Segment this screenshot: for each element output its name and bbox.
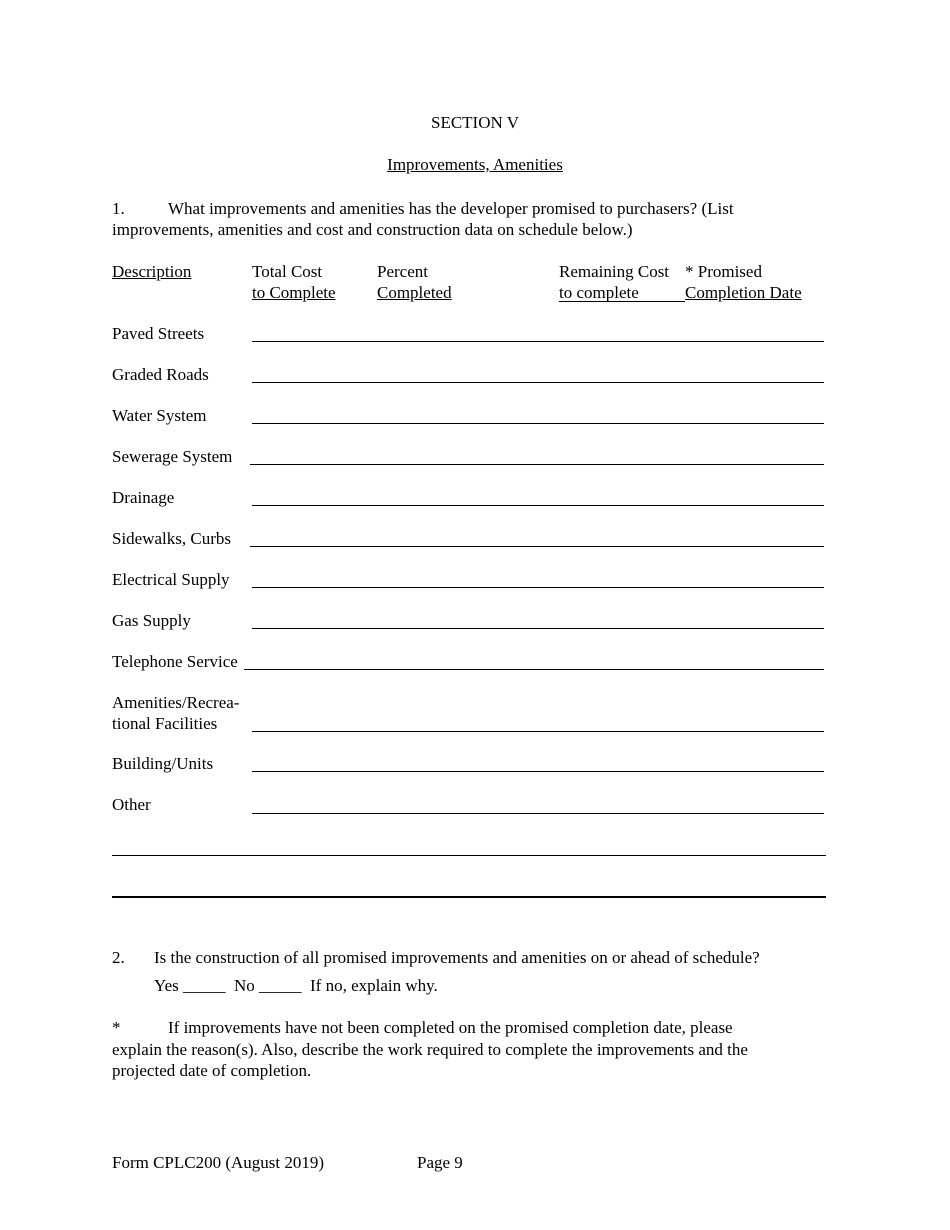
header-remaining-1: Remaining Cost (559, 262, 670, 281)
header-remaining-2-text: to complete (559, 283, 639, 302)
question2-number: 2. (112, 948, 125, 967)
header-percent-1: Percent (377, 262, 428, 281)
row-label-amenities-2: tional Facilities (112, 714, 218, 733)
row-label-paved-streets: Paved Streets (112, 324, 205, 343)
section-title: SECTION V (431, 113, 519, 132)
row-line-amenities[interactable] (252, 731, 824, 732)
question1-number: 1. (112, 199, 125, 218)
question2-text: Is the construction of all promised improvements and amenities on or ahead of schedule? (154, 948, 760, 967)
footnote-line2: explain the reason(s). Also, describe the work required to complete the improvements and the (112, 1040, 748, 1059)
row-label-other: Other (112, 795, 151, 814)
row-label-water-system: Water System (112, 406, 207, 425)
row-line-telephone-service[interactable] (244, 669, 824, 670)
row-line-gas-supply[interactable] (252, 628, 824, 629)
row-label-telephone-service: Telephone Service (112, 652, 238, 671)
footnote-line3: projected date of completion. (112, 1061, 312, 1080)
section-subtitle (0, 154, 950, 175)
row-line-other[interactable] (252, 813, 824, 814)
header-remaining-2 (559, 282, 685, 302)
blank-line-1[interactable] (112, 855, 826, 856)
row-label-amenities-1: Amenities/Recrea- (112, 693, 240, 712)
row-line-graded-roads[interactable] (252, 382, 824, 383)
header-percent-2: Completed (377, 283, 452, 302)
footer-page: Page 9 (417, 1153, 463, 1172)
header-promised-2: Completion Date (685, 283, 802, 302)
row-line-electrical-supply[interactable] (252, 587, 824, 588)
question1-line1: What improvements and amenities has the developer promised to purchasers? (List (168, 199, 734, 218)
row-line-drainage[interactable] (252, 505, 824, 506)
footnote-line1: If improvements have not been completed on the promised completion date, please (168, 1018, 733, 1037)
row-label-sidewalks-curbs: Sidewalks, Curbs (112, 529, 231, 548)
row-label-gas-supply: Gas Supply (112, 611, 191, 630)
row-label-drainage: Drainage (112, 488, 175, 507)
row-label-graded-roads: Graded Roads (112, 365, 209, 384)
header-promised-1: * Promised (685, 262, 762, 281)
question2-answer-line[interactable]: Yes _____ No _____ If no, explain why. (154, 976, 438, 995)
header-description: Description (112, 262, 192, 281)
row-line-sewerage-system[interactable] (250, 464, 824, 465)
row-line-sidewalks-curbs[interactable] (250, 546, 824, 547)
header-total-cost-1: Total Cost (252, 262, 323, 281)
header-total-cost-2: to Complete (252, 283, 336, 302)
footer-form: Form CPLC200 (August 2019) (112, 1153, 325, 1172)
question1-line2: improvements, amenities and cost and construction data on schedule below.) (112, 220, 633, 239)
row-label-building-units: Building/Units (112, 754, 214, 773)
row-line-paved-streets[interactable] (252, 341, 824, 342)
row-label-sewerage-system: Sewerage System (112, 447, 233, 466)
row-line-building-units[interactable] (252, 771, 824, 772)
row-line-water-system[interactable] (252, 423, 824, 424)
section-subtitle-text: Improvements, Amenities (387, 155, 563, 174)
footnote-marker: * (112, 1018, 121, 1037)
row-label-electrical-supply: Electrical Supply (112, 570, 230, 589)
blank-line-2[interactable] (112, 896, 826, 898)
